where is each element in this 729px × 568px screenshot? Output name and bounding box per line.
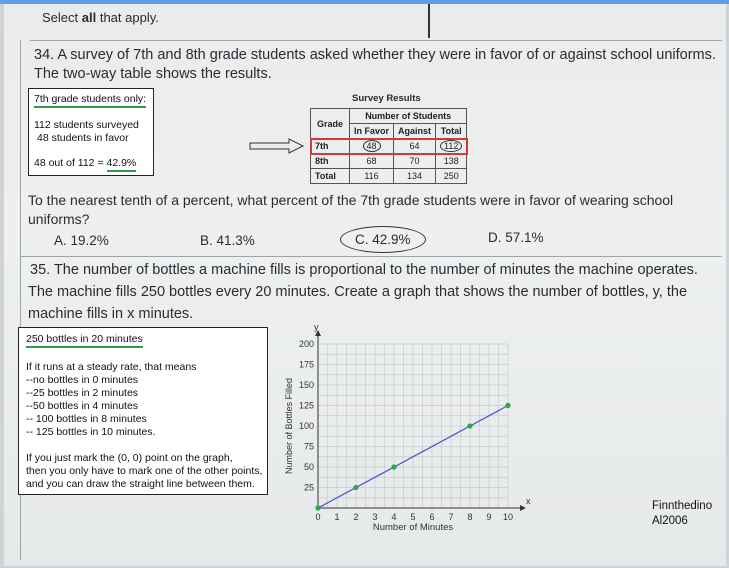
table-cell: 116 — [350, 169, 394, 184]
x-axis-name: x — [526, 496, 531, 506]
q35-number: 35. — [30, 262, 51, 278]
x-tick-label: 4 — [391, 512, 397, 522]
arrow-icon — [249, 138, 305, 154]
circled-value: 48 — [363, 140, 381, 152]
y-tick-label: 175 — [298, 359, 314, 370]
survey-table — [310, 108, 467, 184]
answer-c-circle: C. 42.9% — [340, 226, 426, 253]
q35-note-box — [18, 327, 268, 495]
table-group-header: Number of Students — [350, 109, 467, 124]
section-rule-top — [30, 40, 722, 41]
q35-note-line: -- 100 bottles in 8 minutes — [26, 413, 147, 425]
select-text-pre: Select — [42, 10, 82, 25]
q35-note-line: If it runs at a steady rate, that means — [26, 361, 197, 373]
select-text-bold: all — [81, 10, 97, 25]
select-text-post: that apply. — [96, 10, 159, 25]
header-divider — [428, 4, 430, 38]
x-tick-label: 1 — [334, 512, 340, 522]
bottles-graph — [276, 322, 536, 534]
x-tick-label: 3 — [372, 512, 378, 522]
q34-note-line1: 112 students surveyed — [34, 119, 139, 131]
x-tick-label: 0 — [315, 512, 321, 522]
answer-c[interactable] — [340, 226, 426, 253]
y-tick-label: 200 — [298, 339, 314, 349]
y-axis-name: y — [314, 322, 319, 332]
section-rule-mid — [20, 256, 722, 257]
y-tick-label: 75 — [303, 441, 314, 452]
x-tick-label: 5 — [410, 512, 416, 522]
q34-note-title: 7th grade students only: — [34, 93, 146, 108]
worksheet-page — [4, 4, 726, 566]
q34-number: 34. — [34, 47, 55, 63]
x-tick-label: 7 — [448, 512, 454, 522]
q34-note-line2: 48 students in favor — [37, 132, 129, 144]
answer-d[interactable]: D. 57.1% — [488, 230, 544, 245]
table-cell-label: 8th — [311, 154, 350, 169]
q35-text: The number of bottles a machine fills is proportional to the number of minutes the machine operates. — [53, 262, 698, 278]
y-tick-label: 25 — [303, 482, 314, 493]
table-cell: 138 — [436, 154, 467, 169]
circled-value: 112 — [440, 140, 462, 152]
q35-note-line: --no bottles in 0 minutes — [26, 374, 139, 386]
q34-question-line2: uniforms? — [28, 211, 90, 227]
q35-note-tip-line: If you just mark the (0, 0) point on the graph, — [26, 452, 233, 464]
data-point — [505, 403, 510, 408]
credit-line1: Finnthedino — [652, 500, 713, 512]
y-tick-label: 125 — [298, 400, 314, 411]
q35-note-title: 250 bottles in 20 minutes — [26, 333, 143, 348]
q35-note-tip-line: and you can draw the straight line between them. — [26, 478, 255, 490]
data-point — [315, 505, 320, 510]
q35-text-line1 — [30, 261, 698, 279]
q35-note-tip-line: then you only have to mark one of the other points, — [26, 465, 263, 477]
x-tick-label: 8 — [467, 512, 473, 522]
y-tick-label: 100 — [298, 421, 314, 431]
x-axis-label: Number of Minutes — [372, 522, 454, 533]
q34-text-line1 — [34, 46, 716, 64]
select-all-instruction — [42, 10, 159, 25]
credit — [652, 499, 712, 529]
data-point — [467, 423, 472, 428]
answer-a[interactable]: A. 19.2% — [54, 233, 109, 248]
table-col-total: Total — [436, 124, 467, 139]
data-point — [353, 485, 358, 490]
table-row-total — [311, 169, 467, 184]
q34-text: A survey of 7th and 8th grade students asked whether they were in favor of or against school uniforms. — [57, 47, 716, 63]
y-tick-label: 50 — [303, 462, 314, 472]
q35-text-line3: machine fills in x minutes. — [28, 306, 194, 322]
data-point — [391, 464, 396, 469]
q35-note-line: -- 125 bottles in 10 minutes. — [26, 426, 156, 438]
y-tick-label: 150 — [298, 380, 314, 390]
table-row-7th — [311, 139, 467, 154]
table-cell-label: 7th — [311, 139, 350, 154]
q34-note-calc-result: 42.9% — [107, 157, 137, 172]
x-tick-label: 9 — [486, 512, 492, 522]
q34-note-calc — [34, 157, 136, 169]
table-row-8th — [311, 154, 467, 169]
table-cell: 70 — [394, 154, 436, 169]
table-cell: 250 — [436, 169, 467, 184]
q34-note-box — [28, 88, 154, 176]
x-tick-label: 6 — [429, 512, 435, 522]
table-cell: 68 — [350, 154, 394, 169]
q35-note-line: --25 bottles in 2 minutes — [26, 387, 139, 399]
table-cell-label: Total — [311, 169, 350, 184]
table-row-header: Grade — [311, 109, 350, 139]
q35-text-line2: The machine fills 250 bottles every 20 minutes. Create a graph that shows the number of bottles, y, the — [28, 284, 688, 300]
q34-note-calc-pre: 48 out of 112 = — [34, 157, 107, 169]
table-cell — [350, 139, 394, 154]
q35-note-line: --50 bottles in 4 minutes — [26, 400, 139, 412]
table-cell: 134 — [394, 169, 436, 184]
q34-question-line1: To the nearest tenth of a percent, what percent of the 7th grade students were in favor of wearing school — [28, 192, 674, 208]
x-tick-label: 2 — [353, 512, 359, 522]
y-axis-label: Number of Bottles Filled — [284, 377, 294, 475]
table-col-against: Against — [394, 124, 436, 139]
answer-b[interactable]: B. 41.3% — [200, 233, 255, 248]
credit-line2: Al2006 — [652, 515, 688, 527]
table-col-in-favor: In Favor — [350, 124, 394, 139]
table-cell: 64 — [394, 139, 436, 154]
table-cell — [436, 139, 467, 154]
x-tick-label: 10 — [502, 512, 514, 522]
survey-table-title: Survey Results — [352, 93, 421, 104]
q34-text-line2: The two-way table shows the results. — [34, 66, 272, 82]
